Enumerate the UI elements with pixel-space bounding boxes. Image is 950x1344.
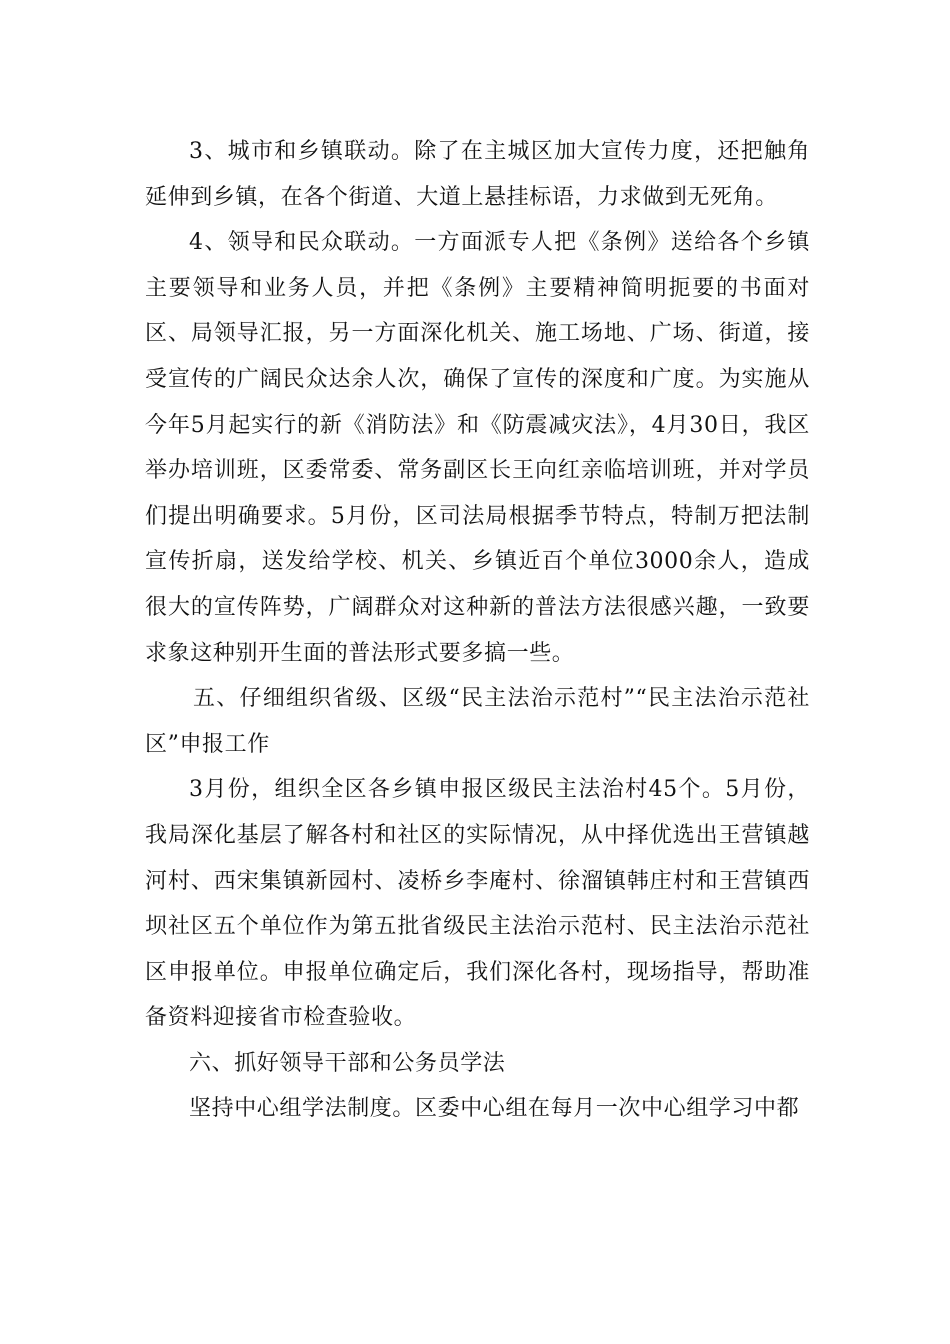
document-body <box>145 129 810 1132</box>
section-heading-five: 五、仔细组织省级、区级“民主法治示范村”“民主法治示范社区”申报工作 <box>145 686 810 757</box>
paragraph-central-group-study: 坚持中心组学法制度。区委中心组在每月一次中心组学习中都 <box>189 1096 800 1122</box>
section-heading-six: 六、抓好领导干部和公务员学法 <box>189 1050 506 1076</box>
paragraph-city-town-linkage: 3、城市和乡镇联动。除了在主城区加大宣传力度，还把触角延伸到乡镇，在各个街道、大道上悬挂标语，力求做到无死角。 <box>145 139 810 210</box>
paragraph-demonstration-village: 3月份，组织全区各乡镇申报区级民主法治村45个。5月份，我局深化基层了解各村和社区的实际情况，从中择优选出王营镇越河村、西宋集镇新园村、凌桥乡李庵村、徐溜镇韩庄村和王营镇西坝社区五个单位作为第五批省级民主法治示范村、民主法治示范社区申报单位。申报单位确定后，我们深化各村，现场指导，帮助准备资料迎接省市检查验收。 <box>145 777 810 1031</box>
paragraph-leaders-public-linkage: 4、领导和民众联动。一方面派专人把《条例》送给各个乡镇主要领导和业务人员，并把《条例》主要精神简明扼要的书面对区、局领导汇报，另一方面深化机关、施工场地、广场、街道，接受宣传的广阔民众达余人次，确保了宣传的深度和广度。为实施从今年5月起实行的新《消防法》和《防震减灾法》，4月30日，我区举办培训班，区委常委、常务副区长王向红亲临培训班，并对学员们提出明确要求。5月份，区司法局根据季节特点，特制万把法制宣传折扇，送发给学校、机关、乡镇近百个单位3000余人，造成很大的宣传阵势，广阔群众对这种新的普法方法很感兴趣，一致要求象这种别开生面的普法形式要多搞一些。 <box>145 230 810 666</box>
